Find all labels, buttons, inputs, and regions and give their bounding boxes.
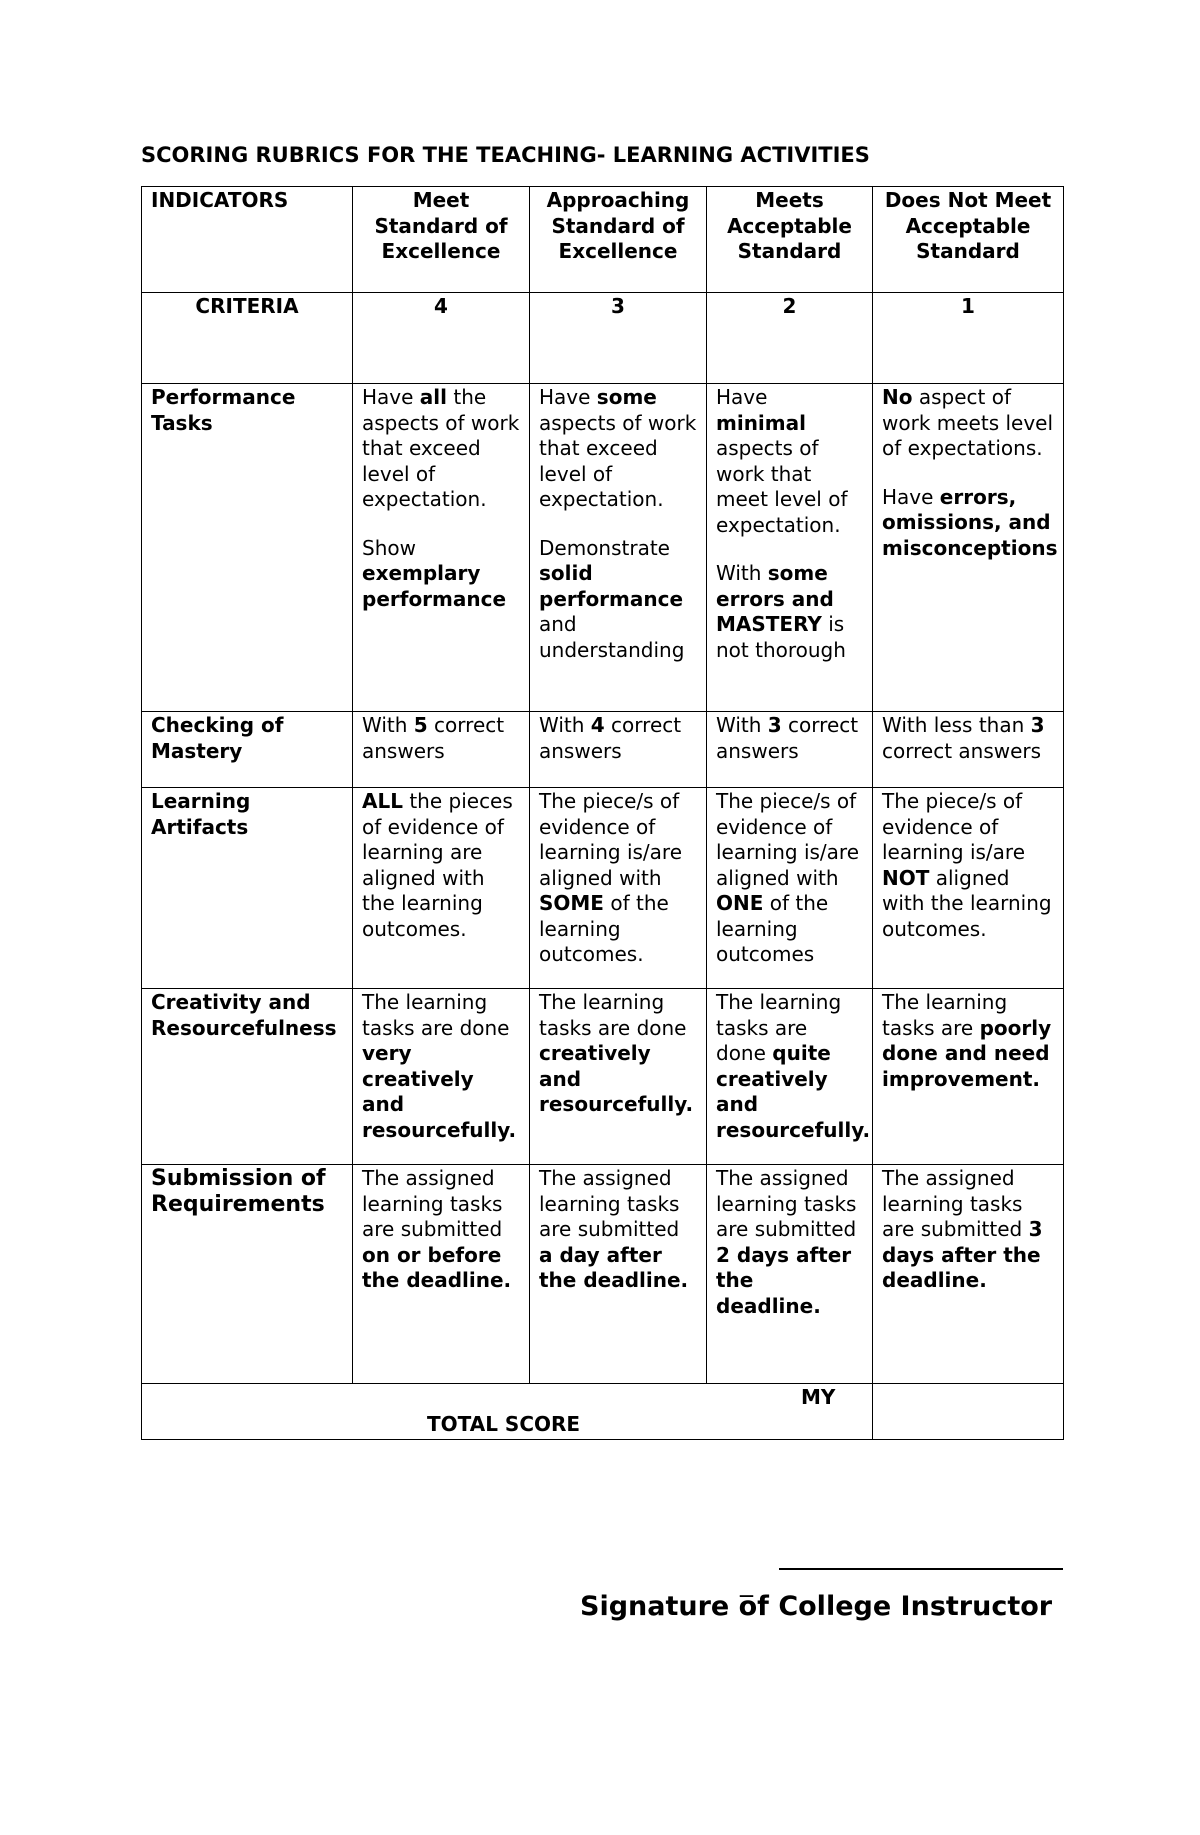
paragraph: Have minimal aspects of work that meet level of expectation. bbox=[716, 385, 848, 537]
total-label-cell bbox=[142, 1384, 873, 1440]
signature-dash: _ bbox=[740, 1568, 753, 1598]
creativity-label: Creativity and Resourcefulness bbox=[142, 989, 353, 1165]
paragraph: No aspect of work meets level of expectations. bbox=[882, 385, 1054, 460]
performance-tasks-3 bbox=[530, 384, 707, 712]
paragraph: Have errors, omissions, and misconceptions bbox=[882, 484, 1058, 560]
level-4-header: Meet Standard of Excellence bbox=[353, 187, 530, 293]
learning-artifacts-1: The piece/s of evidence of learning is/are NOT aligned with the learning outcomes. bbox=[873, 788, 1064, 989]
total-my: MY bbox=[801, 1385, 836, 1409]
criteria-label: CRITERIA bbox=[142, 293, 353, 384]
score-4: 4 bbox=[353, 293, 530, 384]
checking-of-mastery-1: With less than 3 correct answers bbox=[873, 712, 1064, 788]
creativity-row bbox=[142, 989, 1064, 1165]
submission-3: The assigned learning tasks are submitted a day after the deadline. bbox=[530, 1165, 707, 1384]
score-3: 3 bbox=[530, 293, 707, 384]
level-2-header: Meets Acceptable Standard bbox=[707, 187, 873, 293]
performance-tasks-row bbox=[142, 384, 1064, 712]
signature-line bbox=[779, 1568, 1063, 1570]
learning-artifacts-3: The piece/s of evidence of learning is/are aligned with SOME of the learning outcomes. bbox=[530, 788, 707, 989]
creativity-3: The learning tasks are done creatively and resourcefully. bbox=[530, 989, 707, 1165]
score-1: 1 bbox=[873, 293, 1064, 384]
total-score-label: TOTAL SCORE bbox=[427, 1412, 581, 1436]
paragraph: Have all the aspects of work that exceed level of expectation. bbox=[362, 385, 520, 511]
checking-of-mastery-3: With 4 correct answers bbox=[530, 712, 707, 788]
indicators-header: INDICATORS bbox=[142, 187, 353, 293]
page-title: SCORING RUBRICS FOR THE TEACHING- LEARNING ACTIVITIES bbox=[141, 143, 870, 167]
creativity-4: The learning tasks are done very creatively and resourcefully. bbox=[353, 989, 530, 1165]
total-score-field[interactable] bbox=[873, 1384, 1064, 1440]
learning-artifacts-4: ALL the pieces of evidence of learning are aligned with the learning outcomes. bbox=[353, 788, 530, 989]
learning-artifacts-2: The piece/s of evidence of learning is/are aligned with ONE of the learning outcomes bbox=[707, 788, 873, 989]
header-row bbox=[142, 187, 1064, 293]
checking-of-mastery-label: Checking of Mastery bbox=[142, 712, 353, 788]
performance-tasks-1 bbox=[873, 384, 1064, 712]
criteria-row bbox=[142, 293, 1064, 384]
total-row bbox=[142, 1384, 1064, 1440]
checking-of-mastery-row bbox=[142, 712, 1064, 788]
submission-1: The assigned learning tasks are submitted 3 days after the deadline. bbox=[873, 1165, 1064, 1384]
submission-2: The assigned learning tasks are submitted 2 days after the deadline. bbox=[707, 1165, 873, 1384]
level-1-header: Does Not Meet Acceptable Standard bbox=[873, 187, 1064, 293]
level-3-header: Approaching Standard of Excellence bbox=[530, 187, 707, 293]
paragraph: Have some aspects of work that exceed level of expectation. bbox=[539, 385, 697, 511]
rubric-table bbox=[141, 186, 1064, 1440]
learning-artifacts-label: Learning Artifacts bbox=[142, 788, 353, 989]
signature-label: Signature of College Instructor bbox=[580, 1591, 1053, 1622]
creativity-1: The learning tasks are poorly done and need improvement. bbox=[873, 989, 1064, 1165]
submission-row bbox=[142, 1165, 1064, 1384]
checking-of-mastery-4: With 5 correct answers bbox=[353, 712, 530, 788]
performance-tasks-2 bbox=[707, 384, 873, 712]
submission-label: Submission of Requirements bbox=[142, 1165, 353, 1384]
submission-4: The assigned learning tasks are submitted on or before the deadline. bbox=[353, 1165, 530, 1384]
score-2: 2 bbox=[707, 293, 873, 384]
learning-artifacts-row bbox=[142, 788, 1064, 989]
paragraph: Demonstrate solid performance and understanding bbox=[539, 535, 685, 662]
performance-tasks-label: Performance Tasks bbox=[142, 384, 353, 712]
checking-of-mastery-2: With 3 correct answers bbox=[707, 712, 873, 788]
performance-tasks-4 bbox=[353, 384, 530, 712]
paragraph: Show exemplary performance bbox=[362, 535, 507, 611]
creativity-2: The learning tasks are done quite creatively and resourcefully. bbox=[707, 989, 873, 1165]
paragraph: With some errors and MASTERY is not thorough bbox=[716, 561, 846, 662]
